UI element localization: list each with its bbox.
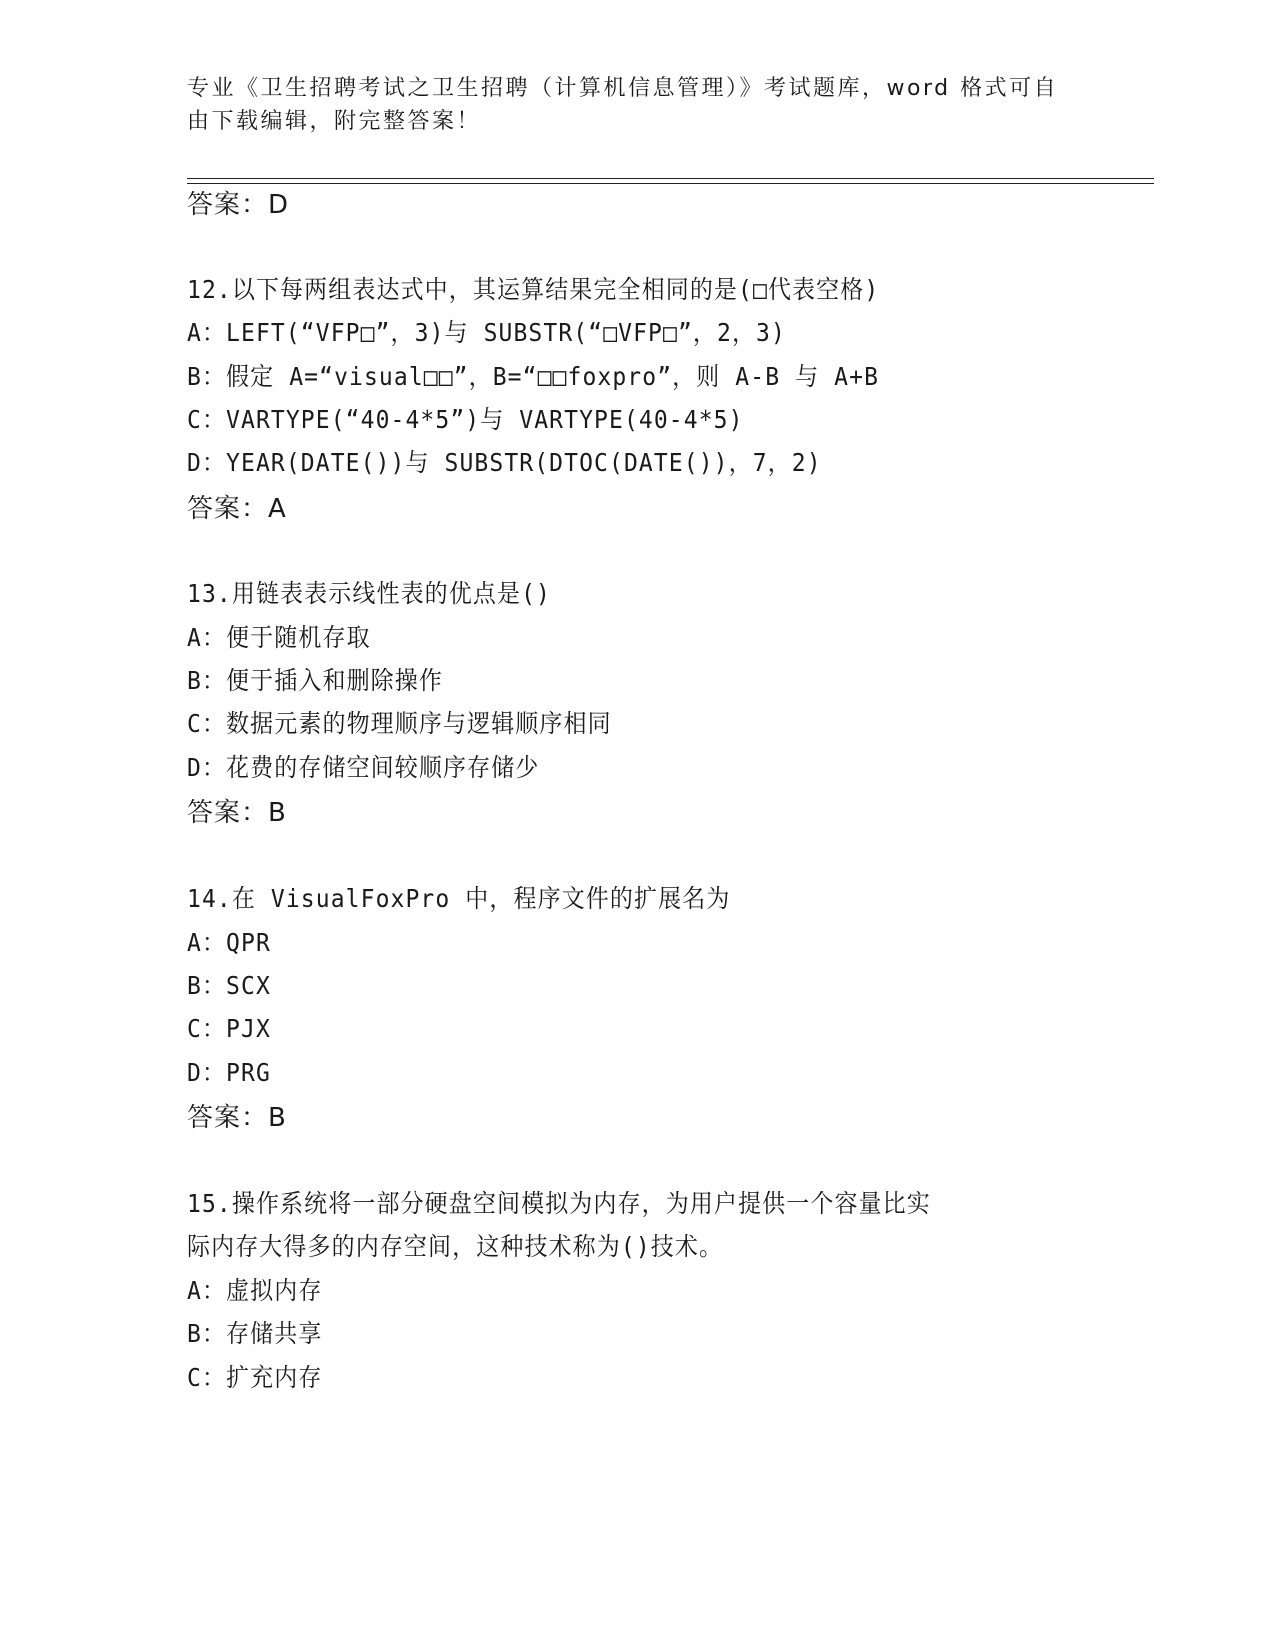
header-divider-bottom [187, 183, 1154, 184]
header-line-1: 专业《卫生招聘考试之卫生招聘（计算机信息管理）》考试题库，word 格式可自 [187, 76, 1059, 101]
question-15-option-b: B：存储共享 [187, 1319, 323, 1348]
header-line-2: 由下载编辑，附完整答案！ [187, 109, 482, 134]
question-13-option-d: D：花费的存储空间较顺序存储少 [187, 753, 540, 782]
question-14-stem: 14.在 VisualFoxPro 中，程序文件的扩展名为 [187, 884, 731, 913]
document-header [187, 72, 1087, 138]
question-15-stem-line-2: 际内存大得多的内存空间，这种技术称为()技术。 [187, 1232, 724, 1261]
question-14-option-a: A：QPR [187, 928, 271, 957]
question-14-option-c: C：PJX [187, 1014, 271, 1043]
question-14-option-b: B：SCX [187, 971, 271, 1000]
question-13-option-c: C：数据元素的物理顺序与逻辑顺序相同 [187, 709, 612, 738]
question-14-option-d: D：PRG [187, 1058, 271, 1087]
question-12-answer: 答案：A [187, 494, 287, 524]
header-divider-top [187, 178, 1154, 179]
previous-answer: 答案：D [187, 190, 290, 220]
question-13-stem: 13.用链表表示线性表的优点是() [187, 579, 552, 608]
question-15-option-a: A：虚拟内存 [187, 1276, 323, 1305]
question-13-answer: 答案：B [187, 798, 287, 828]
question-12-option-a: A：LEFT(“VFP□”，3)与 SUBSTR(“□VFP□”，2，3) [187, 318, 786, 347]
question-14-answer: 答案：B [187, 1103, 287, 1133]
question-15-option-c: C：扩充内存 [187, 1363, 323, 1392]
question-12-stem: 12.以下每两组表达式中，其运算结果完全相同的是(□代表空格) [187, 275, 880, 304]
question-13-option-a: A：便于随机存取 [187, 623, 371, 652]
question-13-option-b: B：便于插入和删除操作 [187, 666, 444, 695]
question-15-stem-line-1: 15.操作系统将一部分硬盘空间模拟为内存，为用户提供一个容量比实 [187, 1189, 931, 1218]
question-12-option-b: B：假定 A=“visual□□”，B=“□□foxpro”，则 A-B 与 A+B [187, 362, 880, 391]
question-12-option-d: D：YEAR(DATE())与 SUBSTR(DTOC(DATE())，7，2) [187, 448, 822, 477]
question-12-option-c: C：VARTYPE(“40-4*5”)与 VARTYPE(40-4*5) [187, 405, 744, 434]
